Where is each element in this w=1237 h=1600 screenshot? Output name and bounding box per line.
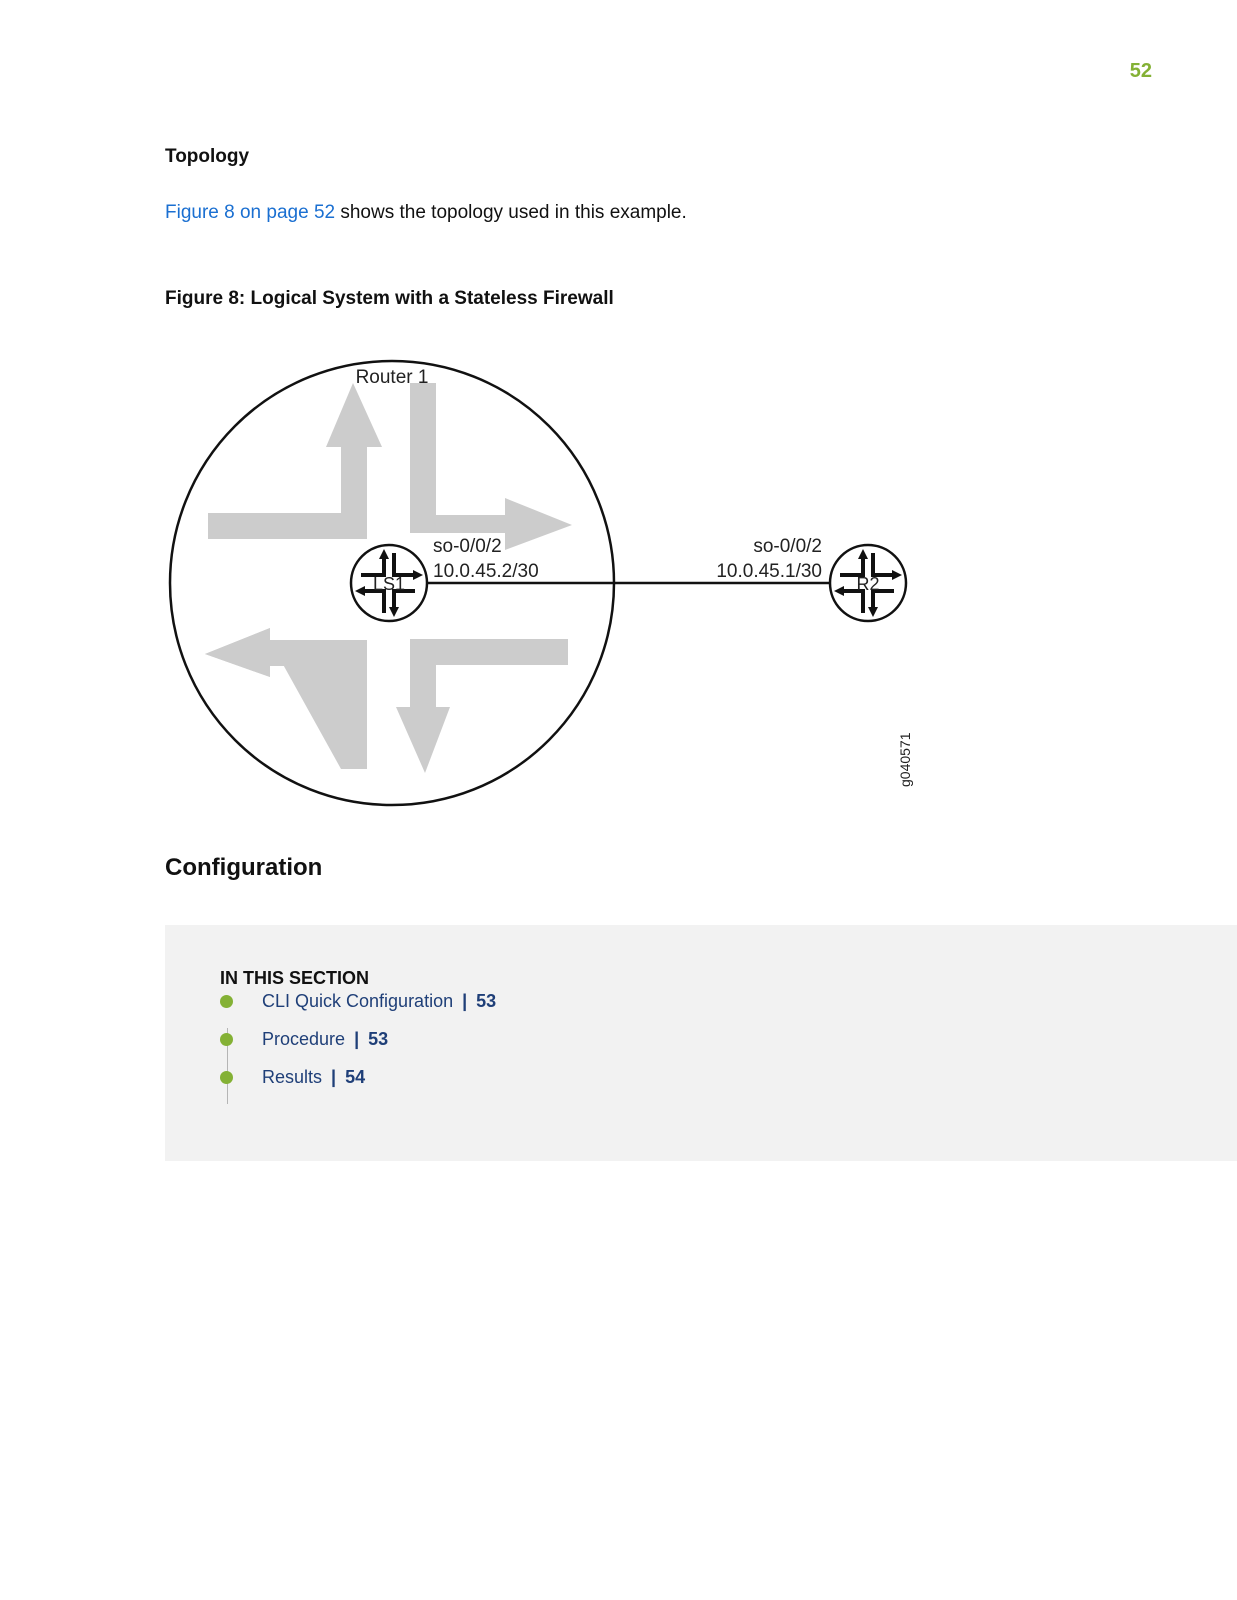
toc-item-label[interactable]: Procedure: [262, 1028, 346, 1049]
ls1-label: LS1: [372, 574, 406, 594]
toc-item-label[interactable]: Results: [262, 1066, 323, 1087]
figure-caption: Figure 8: Logical System with a Stateless Firewall: [165, 288, 614, 309]
configuration-heading: Configuration: [165, 854, 323, 881]
bullet-icon: [220, 1033, 233, 1046]
intro-text: shows the topology used in this example.: [335, 202, 687, 223]
router-1-label: Router 1: [355, 367, 429, 388]
toc-item-page[interactable]: 54: [345, 1066, 366, 1087]
toc-separator: |: [462, 990, 468, 1011]
r2-interface: so-0/0/2: [753, 536, 822, 557]
toc-item-procedure[interactable]: [220, 1026, 388, 1052]
in-this-section-box: [165, 925, 1237, 1161]
toc-item-cli-quick-configuration[interactable]: [220, 988, 496, 1014]
ls1-router-icon: [351, 545, 427, 621]
topology-intro: [165, 202, 687, 224]
toc-item-results[interactable]: [220, 1064, 365, 1090]
toc-separator: |: [354, 1028, 360, 1049]
bullet-icon: [220, 1071, 233, 1084]
in-this-section-title: IN THIS SECTION: [220, 968, 370, 988]
ls1-interface: so-0/0/2: [433, 536, 502, 557]
r2-router-icon: [830, 545, 906, 621]
bullet-icon: [220, 995, 233, 1008]
toc-separator: |: [331, 1066, 337, 1087]
arrow-down-icon: [396, 639, 568, 773]
toc-item-label[interactable]: CLI Quick Configuration: [262, 990, 454, 1011]
page-number: 52: [1129, 60, 1152, 82]
r2-address: 10.0.45.1/30: [716, 561, 822, 582]
topology-heading: Topology: [165, 146, 250, 167]
r2-label: R2: [856, 574, 880, 594]
toc-item-page[interactable]: 53: [368, 1028, 389, 1049]
arrow-up-icon: [208, 383, 382, 539]
figure-id: g040571: [897, 732, 913, 787]
arrow-right-icon: [410, 383, 572, 550]
topology-diagram: [160, 345, 930, 825]
toc-item-page[interactable]: 53: [476, 990, 497, 1011]
figure-8-link[interactable]: Figure 8 on page 52: [165, 202, 336, 223]
ls1-address: 10.0.45.2/30: [433, 561, 539, 582]
